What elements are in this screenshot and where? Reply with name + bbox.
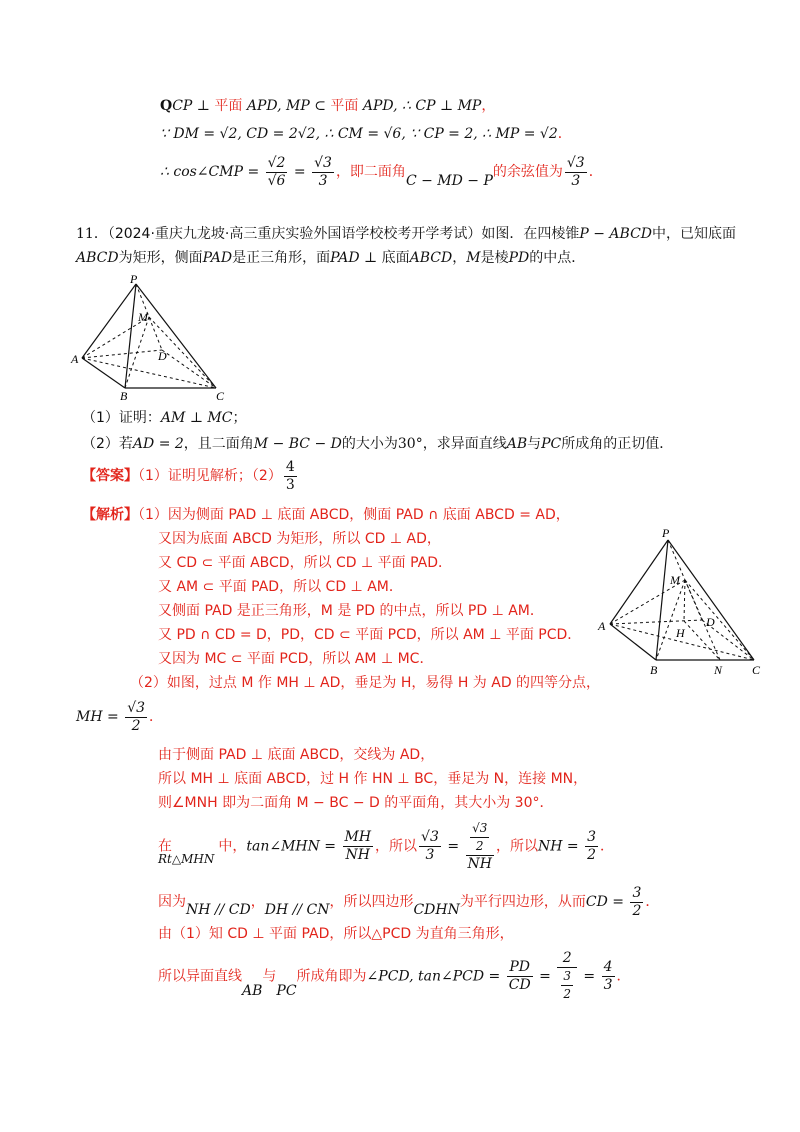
fraction: $\frac{3}{2}$ <box>587 829 596 863</box>
label-M: M <box>670 573 680 587</box>
answer-label: 【答案】 <box>82 468 138 484</box>
analysis-line-4: 又 AM ⊂ 平面 PAD，所以 CD ⊥ AM． <box>158 579 403 595</box>
label-N: N <box>714 663 723 677</box>
analysis-label: 【解析】 <box>82 507 138 523</box>
analysis-line-2: 又因为底面 ABCD 为矩形，所以 CD ⊥ AD， <box>158 531 441 547</box>
analysis-line-8: （2）如图，过点 M 作 MH ⊥ AD，垂足为 H，易得 H 为 AD 的四等分点， <box>130 675 601 691</box>
edge-AD <box>610 620 702 624</box>
analysis-line-10: 由于侧面 PAD ⊥ 底面 ABCD，交线为 AD， <box>158 747 435 763</box>
fraction: $\frac{4}{3}$ <box>285 458 295 493</box>
label-B: B <box>120 389 128 403</box>
fraction: $\frac{PD}{CD}$ <box>508 959 531 993</box>
fraction: $\frac{√2}{√6}$ <box>267 154 286 189</box>
label-P: P <box>130 274 138 286</box>
label-A: A <box>598 619 606 633</box>
fraction: $\frac{√3}{3}$ <box>421 829 439 863</box>
fraction: $\frac{√3}{2}$ <box>127 699 146 734</box>
analysis-line-15: 由（1）知 CD ⊥ 平面 PAD，所以△PCD 为直角三角形， <box>158 926 514 942</box>
analysis-line-3: 又 CD ⊂ 平面 ABCD，所以 CD ⊥ 平面 PAD． <box>158 555 453 571</box>
fraction: $\frac{3}{2}$ <box>632 884 642 919</box>
analysis-line-12: 则∠MNH 即为二面角 M − BC − D 的平面角，其大小为 30°． <box>158 795 554 811</box>
label-C: C <box>216 389 225 403</box>
edge-PB <box>125 284 136 388</box>
fraction: $\frac{4}{3}$ <box>603 959 613 993</box>
problem-number: 11． <box>76 226 108 242</box>
question-2: （2）若AD = 2，且二面角M − BC − D的大小为30°，求异面直线AB与PC所成角的正切值． <box>82 436 674 452</box>
analysis-line-14: 因为NH // CD，DH // CN，所以四边形CDHN为平行四边形，从而CD = $\frac{3}{2}$ ． <box>158 884 660 919</box>
analysis-line-5: 又侧面 PAD 是正三角形，M 是 PD 的中点，所以 PD ⊥ AM． <box>158 603 544 619</box>
prev-line-3: ∴ cos∠CMP = $\frac{√2}{√6}$ = $\frac{√3}{3}$ ，即二面角C − MD − P的余弦值为 $\frac{√3}{3}$ ． <box>160 154 603 189</box>
segment-MH <box>684 580 685 621</box>
analysis-line-13: 在Rt△MHN中，tan∠MHN = $\frac{MH}{NH}$ ，所以 $\frac{√3}{3}$ = $\frac{\frac{√3}{2}}{NH}$ ，所以NH = $\frac{3}{2}$ ． <box>158 821 614 872</box>
prev-line-1: QCP ⊥ 平面 APD, MP ⊂ 平面 APD, ∴ CP ⊥ MP， <box>160 98 496 114</box>
label-C: C <box>752 663 761 677</box>
label-H: H <box>676 626 685 640</box>
fraction: $\frac{MH}{NH}$ <box>344 829 372 863</box>
label-B: B <box>650 663 658 677</box>
prev-line-2: ∵ DM = √2, CD = 2√2, ∴ CM = √6, ∵ CP = 2, ∴ MP = √2． <box>160 126 572 142</box>
edge-AB <box>82 358 125 388</box>
fraction: $\frac{√3}{3}$ <box>314 154 332 189</box>
label-D: D <box>158 349 167 363</box>
label-D: D <box>706 615 715 629</box>
fraction: $\frac{√3}{3}$ <box>566 154 585 189</box>
edge-PA <box>82 284 136 358</box>
pyramid-figure-2 <box>596 524 776 684</box>
edge-AB <box>610 624 656 660</box>
label-P: P <box>662 526 670 540</box>
pyramid-figure-1 <box>70 274 240 404</box>
nested-fraction: $\frac{2}{\frac{3}{2}}$ <box>557 950 577 1003</box>
analysis-line-9: MH = $\frac{√3}{2}$ ． <box>76 699 164 734</box>
question-1: （1）证明：AM ⊥ MC； <box>82 410 247 426</box>
answer-line: 【答案】（1）证明见解析；（2） $\frac{4}{3}$ <box>82 458 295 493</box>
problem-line-1: 11．（2024·重庆九龙坡·高三重庆实验外国语学校校考开学考试）如图．在四棱锥P − ABCD中，已知底面 <box>76 226 737 242</box>
analysis-line-16: 所以异面直线AB与PC所成角即为∠PCD, tan∠PCD = $\frac{PD}{CD}$ = $\frac{2}{\frac{3}{2}}$ = $\frac{4}{3}$ ． <box>158 950 631 1001</box>
analysis-line-11: 所以 MH ⊥ 底面 ABCD，过 H 作 HN ⊥ BC，垂足为 N，连接 MN， <box>158 771 588 787</box>
label-A: A <box>71 352 79 366</box>
analysis-line-6: 又 PD ∩ CD = D，PD，CD ⊂ 平面 PCD，所以 AM ⊥ 平面 PCD． <box>158 627 582 643</box>
label-M: M <box>138 310 148 324</box>
problem-line-2: ABCD为矩形，侧面PAD是正三角形，面PAD ⊥ 底面ABCD，M是棱PD的中点． <box>76 250 586 266</box>
segment-MN <box>685 580 720 660</box>
analysis-line-7: 又因为 MC ⊂ 平面 PCD，所以 AM ⊥ MC． <box>158 651 434 667</box>
edge-PA <box>610 540 668 624</box>
analysis-line-1: 【解析】（1）因为侧面 PAD ⊥ 底面 ABCD，侧面 PAD ∩ 底面 ABCD = AD， <box>82 507 570 523</box>
nested-fraction: $\frac{\frac{√3}{2}}{NH}$ <box>467 821 492 872</box>
